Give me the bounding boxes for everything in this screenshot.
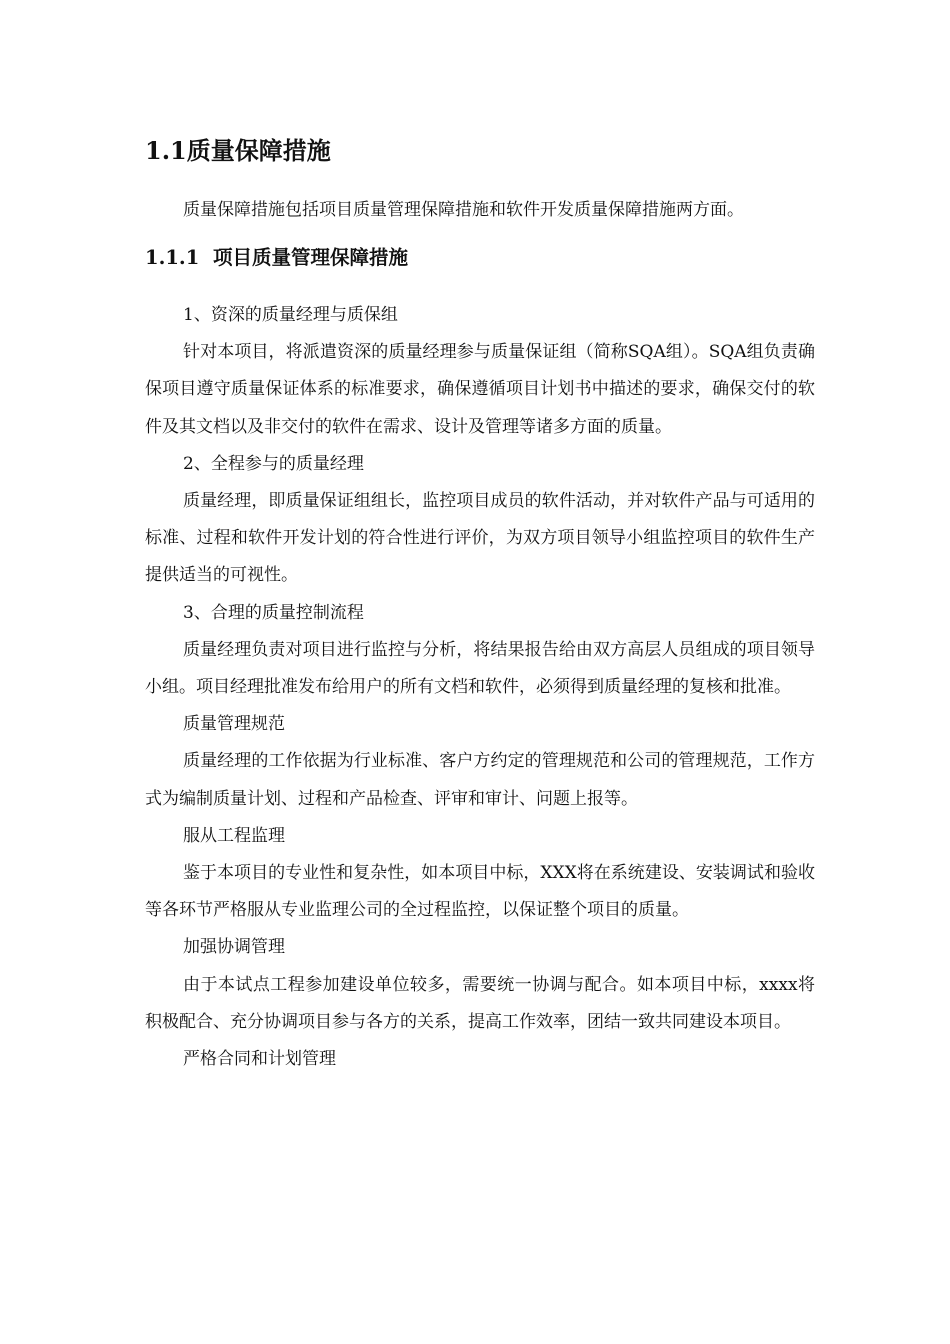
- document-body: [145, 297, 815, 1078]
- list-heading: 1、资深的质量经理与质保组: [183, 305, 398, 325]
- subsection-heading: [145, 243, 408, 273]
- section-heading: 1.1质量保障措施: [145, 136, 331, 165]
- subsection-title: 项目质量管理保障措施: [213, 246, 409, 269]
- intro-paragraph: 质量保障措施包括项目质量管理保障措施和软件开发质量保障措施两方面。: [183, 200, 744, 220]
- paragraph: 由于本试点工程参加建设单位较多，需要统一协调与配合。如本项目中标，xxxx将积极配合、充分协调项目参与各方的关系，提高工作效率，团结一致共同建设本项目。: [145, 974, 815, 1032]
- paragraph: 针对本项目，将派遣资深的质量经理参与质量保证组（简称SQA组）。SQA组负责确保项目遵守质量保证体系的标准要求，确保遵循项目计划书中描述的要求，确保交付的软件及其文档以及非交付的软件在需求、设计及管理等诸多方面的质量。: [145, 342, 815, 437]
- list-heading: 严格合同和计划管理: [183, 1049, 336, 1070]
- subsection-number: 1.1.1: [145, 246, 200, 269]
- paragraph: 鉴于本项目的专业性和复杂性，如本项目中标，XXX将在系统建设、安装调试和验收等各环节严格服从专业监理公司的全过程监控，以保证整个项目的质量。: [145, 863, 815, 921]
- paragraph: 质量经理，即质量保证组组长，监控项目成员的软件活动，并对软件产品与可适用的标准、过程和软件开发计划的符合性进行评价，为双方项目领导小组监控项目的软件生产提供适当的可视性。: [145, 491, 815, 586]
- paragraph: 质量经理的工作依据为行业标准、客户方约定的管理规范和公司的管理规范，工作方式为编制质量计划、过程和产品检查、评审和审计、问题上报等。: [145, 751, 815, 809]
- paragraph: 质量经理负责对项目进行监控与分析，将结果报告给由双方高层人员组成的项目领导小组。项目经理批准发布给用户的所有文档和软件，必须得到质量经理的复核和批准。: [145, 639, 815, 698]
- list-heading: 2、全程参与的质量经理: [183, 453, 364, 474]
- list-heading: 加强协调管理: [183, 937, 285, 958]
- list-heading: 质量管理规范: [183, 714, 285, 735]
- list-heading: 服从工程监理: [183, 825, 285, 846]
- list-heading: 3、合理的质量控制流程: [183, 602, 364, 623]
